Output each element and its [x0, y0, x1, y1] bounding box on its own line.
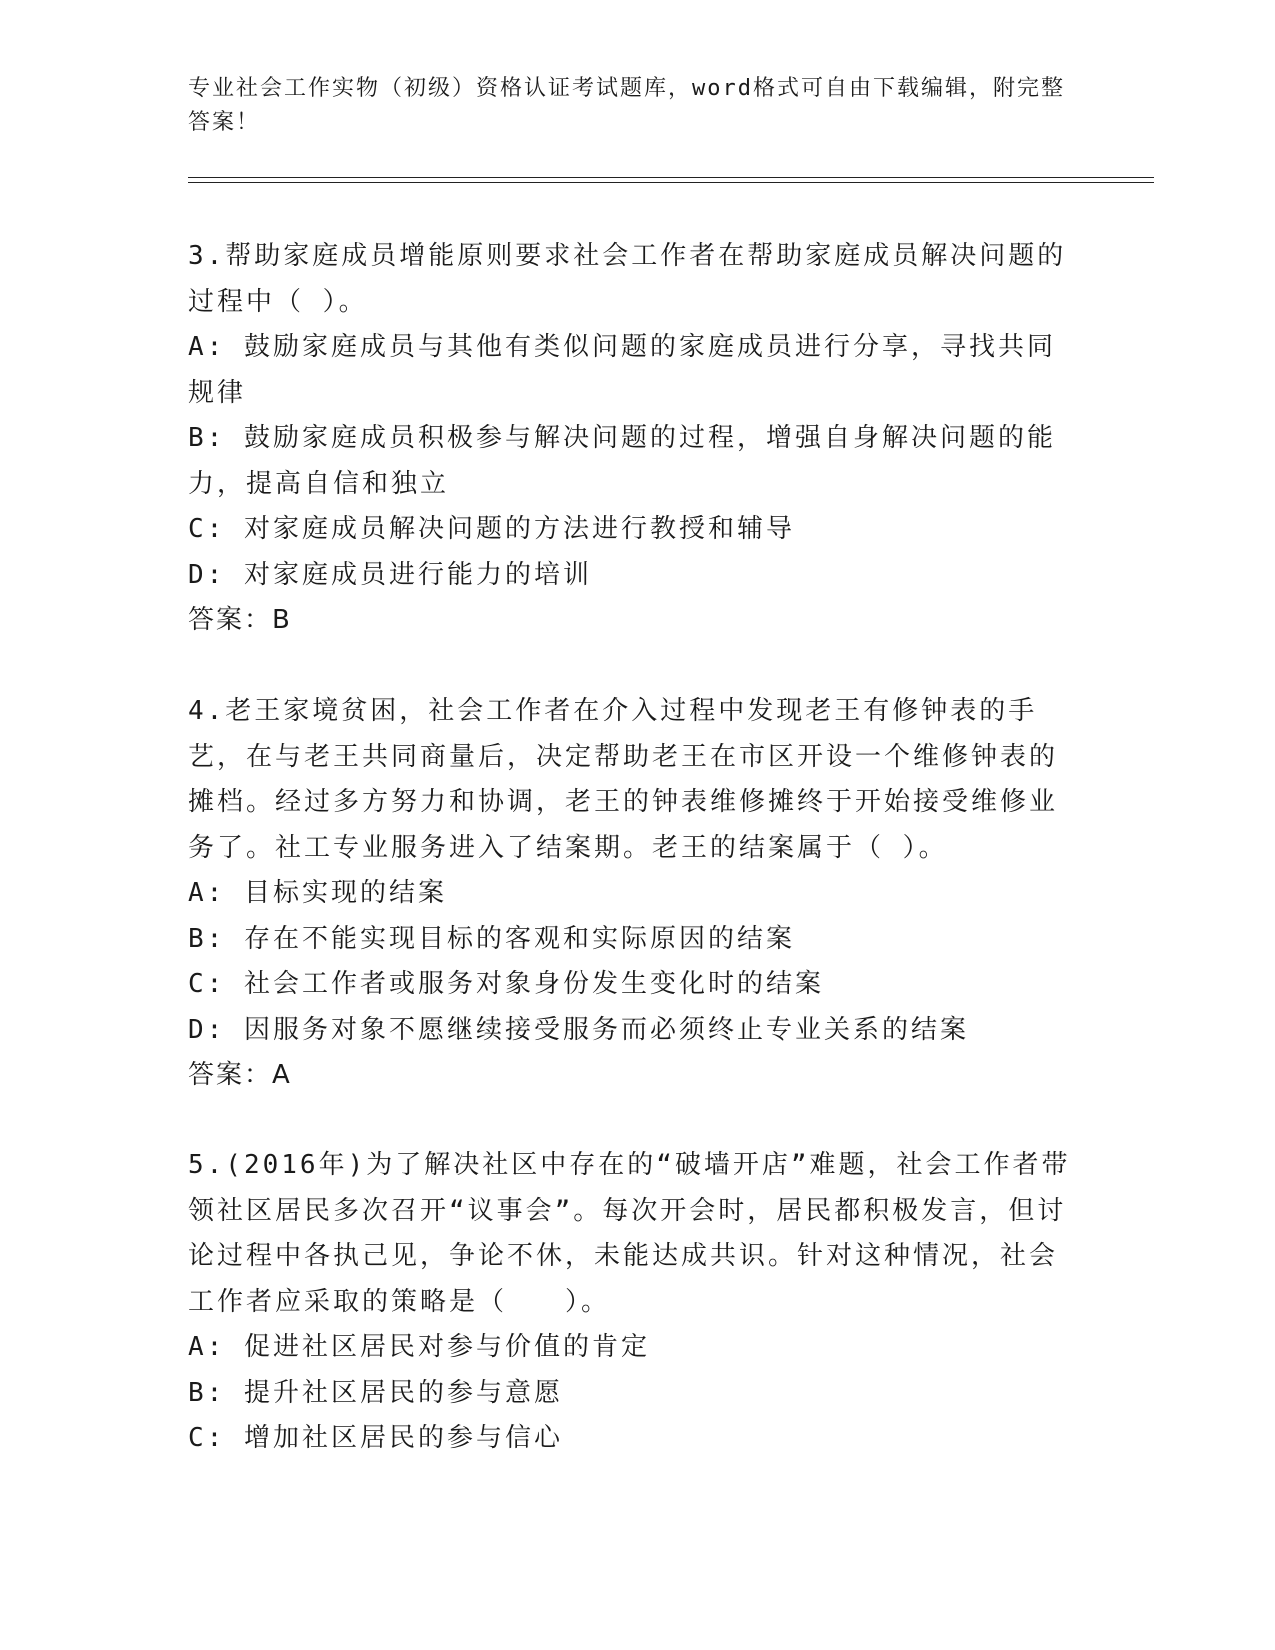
option-a: A: 目标实现的结案 — [188, 878, 447, 908]
option-c: C: 对家庭成员解决问题的方法进行教授和辅导 — [188, 514, 795, 544]
option-a: A: 鼓励家庭成员与其他有类似问题的家庭成员进行分享，寻找共同规律 — [188, 332, 1056, 408]
question-5 — [188, 1143, 1078, 1462]
question-3 — [188, 234, 1078, 644]
option-b: B: 存在不能实现目标的客观和实际原因的结案 — [188, 923, 795, 954]
header-divider-top — [188, 177, 1154, 178]
question-stem: 3.帮助家庭成员增能原则要求社会工作者在帮助家庭成员解决问题的过程中（ ）。 — [188, 241, 1067, 317]
option-a: A: 促进社区居民对参与价值的肯定 — [188, 1332, 650, 1362]
question-stem: 5.(2016年)为了解决社区中存在的“破墙开店”难题，社会工作者带领社区居民多次召开“议事会”。每次开会时，居民都积极发言，但讨论过程中各执己见，争论不休，未能达成共识。针对这种情况，社会工作者应采取的策略是（ ）。 — [188, 1150, 1071, 1317]
question-stem: 4.老王家境贫困，社会工作者在介入过程中发现老王有修钟表的手艺，在与老王共同商量后，决定帮助老王在市区开设一个维修钟表的摊档。经过多方努力和协调，老王的钟表维修摊终于开始接受维修业务了。社工专业服务进入了结案期。老王的结案属于（ ）。 — [188, 696, 1059, 863]
answer: 答案：A — [188, 1060, 292, 1090]
document-header: 专业社会工作实物（初级）资格认证考试题库，word格式可自由下载编辑，附完整答案！ — [188, 76, 1065, 135]
question-4 — [188, 689, 1078, 1099]
option-c: C: 社会工作者或服务对象身份发生变化时的结案 — [188, 969, 824, 999]
option-c: C: 增加社区居民的参与信心 — [188, 1423, 563, 1453]
option-b: B: 鼓励家庭成员积极参与解决问题的过程，增强自身解决问题的能力，提高自信和独立 — [188, 423, 1056, 499]
header-divider-bottom — [188, 182, 1154, 183]
answer: 答案：B — [188, 605, 292, 635]
option-b: B: 提升社区居民的参与意愿 — [188, 1377, 563, 1408]
option-d: D: 因服务对象不愿继续接受服务而必须终止专业关系的结案 — [188, 1014, 969, 1045]
option-d: D: 对家庭成员进行能力的培训 — [188, 559, 592, 590]
